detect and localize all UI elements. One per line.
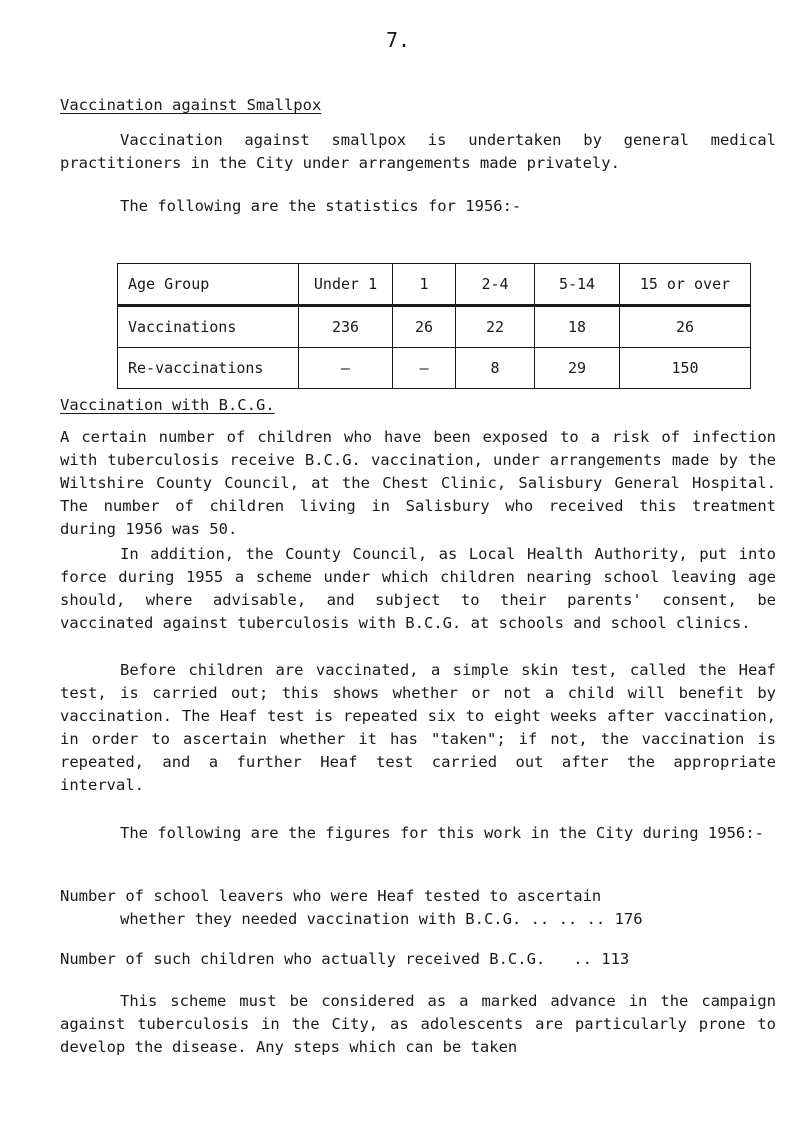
header-age-5-14: 5-14 bbox=[535, 264, 620, 306]
smallpox-statistics-table bbox=[117, 263, 751, 389]
header-age-group: Age Group bbox=[118, 264, 299, 306]
header-age-2-4: 2-4 bbox=[456, 264, 535, 306]
statistics-lead-text: The following are the statistics for 1956:- bbox=[120, 197, 522, 215]
smallpox-heading: Vaccination against Smallpox bbox=[60, 96, 322, 114]
header-age-1: 1 bbox=[393, 264, 456, 306]
bcg-heading: Vaccination with B.C.G. bbox=[60, 396, 275, 414]
smallpox-intro-paragraph: Vaccination against smallpox is undertaken by general medical practitioners in the City under arrangements made privately. bbox=[60, 131, 776, 172]
table-cell: 22 bbox=[456, 306, 535, 348]
table-row bbox=[118, 306, 751, 348]
bcg-paragraph-3: Before children are vaccinated, a simple skin test, called the Heaf test, is carried out; this shows whether or not a child will benefit by vaccination. The Heaf test is repeated six to eight weeks after vaccination, in order to ascertain whether it has "taken"; if not, the vaccination is repeated, and a further Heaf test carried out after the appropriate interval. bbox=[60, 661, 776, 794]
bcg-paragraph-5: This scheme must be considered as a marked advance in the campaign against tuberculosis in the City, as adolescents are particularly prone to develop the disease. Any steps which can be taken bbox=[60, 992, 776, 1056]
bcg-paragraph-1: A certain number of children who have been exposed to a risk of infection with tuberculosis receive B.C.G. vaccination, under arrangements made by the Wiltshire County Council, at the Chest Clinic, Salisbury General Hospital. The number of children living in Salisbury who received this treatment during 1956 was 50. bbox=[60, 428, 776, 538]
bcg-paragraph-2: In addition, the County Council, as Local Health Authority, put into force during 1955 a scheme under which children nearing school leaving age should, where advisable, and subject to their parents' consent, be vaccinated against tuberculosis with B.C.G. at schools and school clinics. bbox=[60, 545, 776, 632]
row-label-re-vaccinations: Re-vaccinations bbox=[118, 348, 299, 389]
bcg-received-line: Number of such children who actually received B.C.G. .. 113 bbox=[60, 950, 630, 968]
bcg-paragraph-4: The following are the figures for this work in the City during 1956:- bbox=[120, 824, 764, 842]
table-cell: 26 bbox=[393, 306, 456, 348]
table-row bbox=[118, 348, 751, 389]
table-cell: 150 bbox=[620, 348, 751, 389]
table-cell: 29 bbox=[535, 348, 620, 389]
heaf-tested-line-2: whether they needed vaccination with B.C.G. .. .. .. 176 bbox=[120, 910, 643, 928]
table-cell: – bbox=[299, 348, 393, 389]
table-cell: 26 bbox=[620, 306, 751, 348]
heaf-tested-line-1: Number of school leavers who were Heaf tested to ascertain bbox=[60, 887, 602, 905]
table-header-row bbox=[118, 264, 751, 306]
page-number: 7. bbox=[386, 28, 411, 52]
table-cell: 8 bbox=[456, 348, 535, 389]
header-15-or-over: 15 or over bbox=[620, 264, 751, 306]
header-under-1: Under 1 bbox=[299, 264, 393, 306]
table-cell: – bbox=[393, 348, 456, 389]
table-cell: 18 bbox=[535, 306, 620, 348]
table-cell: 236 bbox=[299, 306, 393, 348]
row-label-vaccinations: Vaccinations bbox=[118, 306, 299, 348]
